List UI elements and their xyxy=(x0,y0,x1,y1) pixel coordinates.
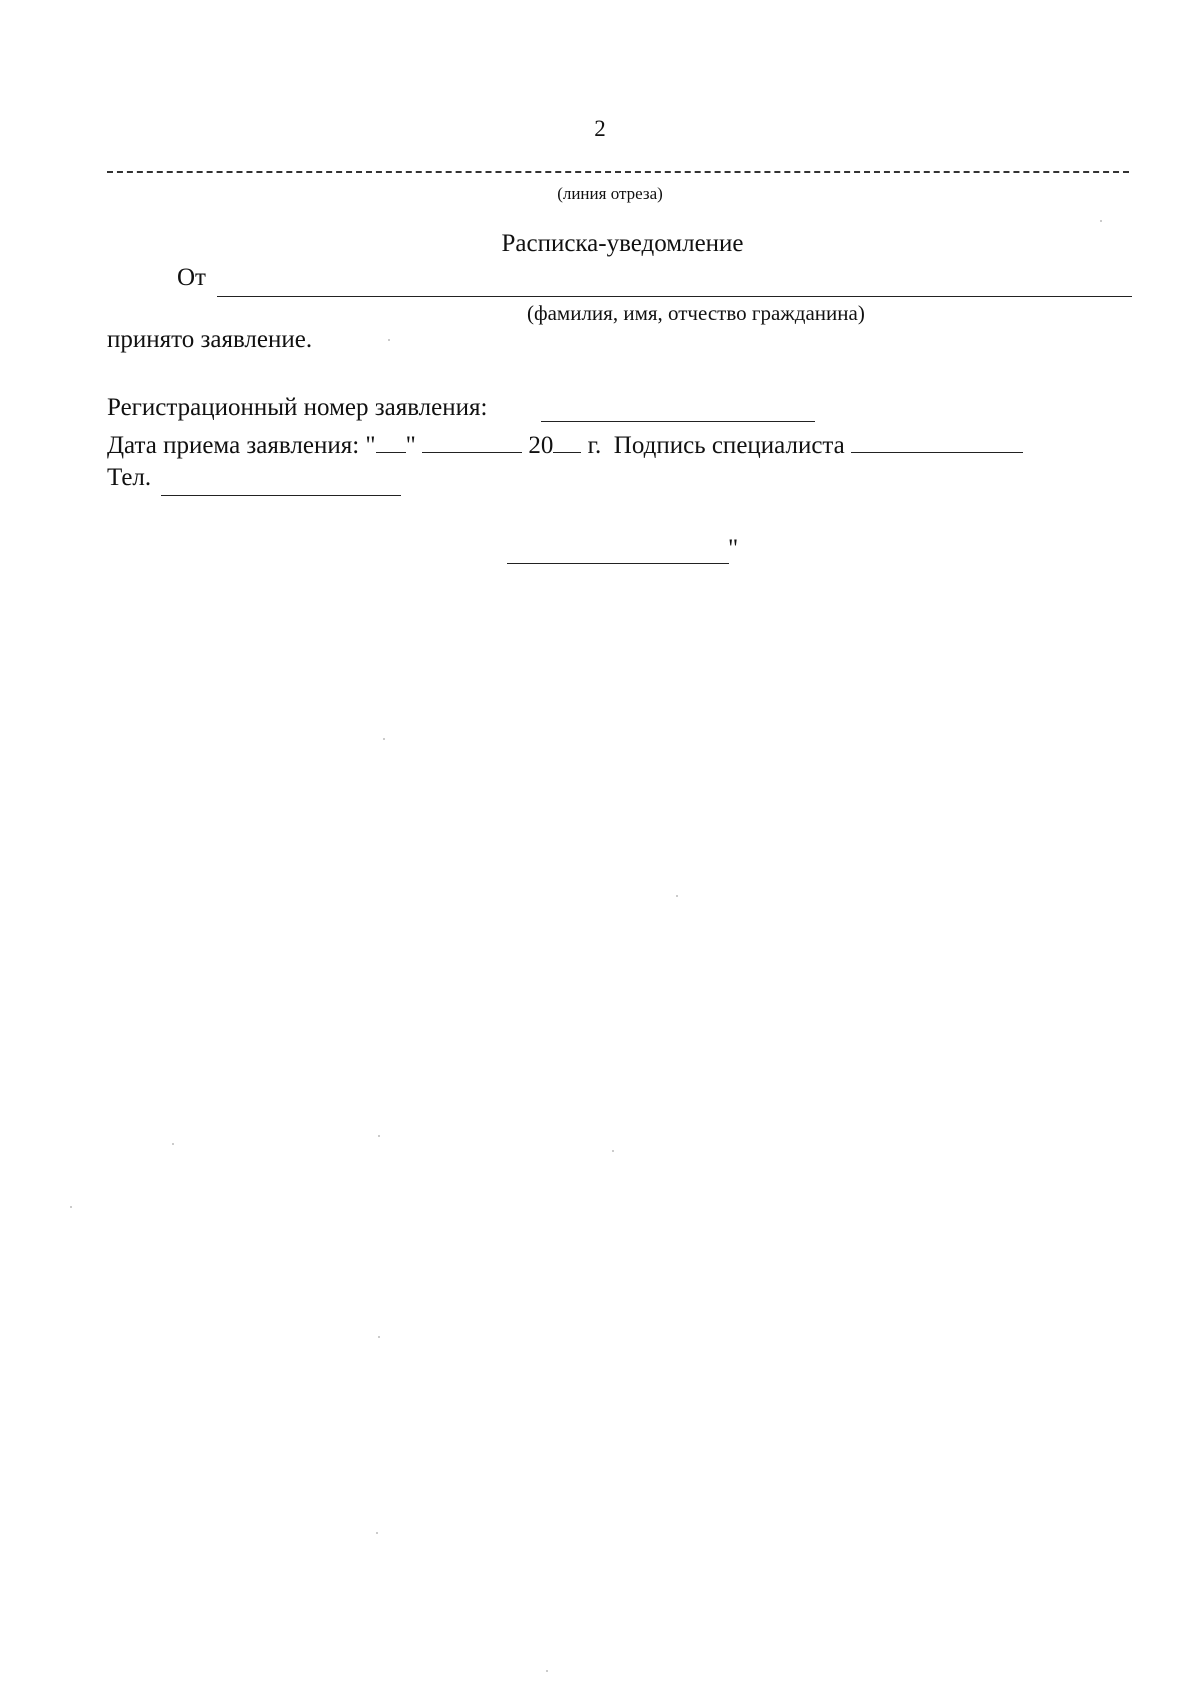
day-open-quote: " xyxy=(365,432,376,459)
scan-speck xyxy=(1100,220,1102,222)
date-row xyxy=(107,430,1023,460)
scan-speck xyxy=(70,1206,72,1208)
scan-speck xyxy=(378,1135,380,1137)
tel-field xyxy=(161,495,401,496)
scan-speck xyxy=(612,1150,614,1152)
signature-label: Подпись специалиста xyxy=(613,432,845,459)
from-label: От xyxy=(177,264,206,291)
registration-number-field xyxy=(541,421,815,422)
year-field xyxy=(553,430,581,453)
document-title: Расписка-уведомление xyxy=(501,230,744,257)
scan-speck xyxy=(378,1336,380,1338)
scan-speck xyxy=(676,895,678,897)
month-field xyxy=(422,430,522,453)
cut-line xyxy=(107,171,1129,173)
date-label: Дата приема заявления: xyxy=(107,432,360,459)
from-name-field xyxy=(217,296,1132,297)
bottom-quote-mark: " xyxy=(728,535,739,562)
year-prefix: 20 xyxy=(528,432,554,459)
scan-speck xyxy=(546,1670,548,1672)
scan-speck xyxy=(388,339,390,341)
registration-number-label: Регистрационный номер заявления: xyxy=(107,394,488,421)
from-name-caption: (фамилия, имя, отчество гражданина) xyxy=(527,301,865,325)
tel-label: Тел. xyxy=(107,464,152,491)
scan-speck xyxy=(383,738,385,740)
bottom-blank-line xyxy=(507,563,729,564)
accepted-statement: принято заявление. xyxy=(107,326,313,353)
signature-field xyxy=(851,430,1023,453)
cut-line-caption: (линия отреза) xyxy=(557,184,663,203)
year-suffix: г. xyxy=(587,432,602,459)
scan-speck xyxy=(172,1143,174,1145)
page-number: 2 xyxy=(594,116,606,141)
day-close-quote: " xyxy=(405,432,416,459)
scan-speck xyxy=(376,1532,378,1534)
day-field xyxy=(376,430,406,453)
